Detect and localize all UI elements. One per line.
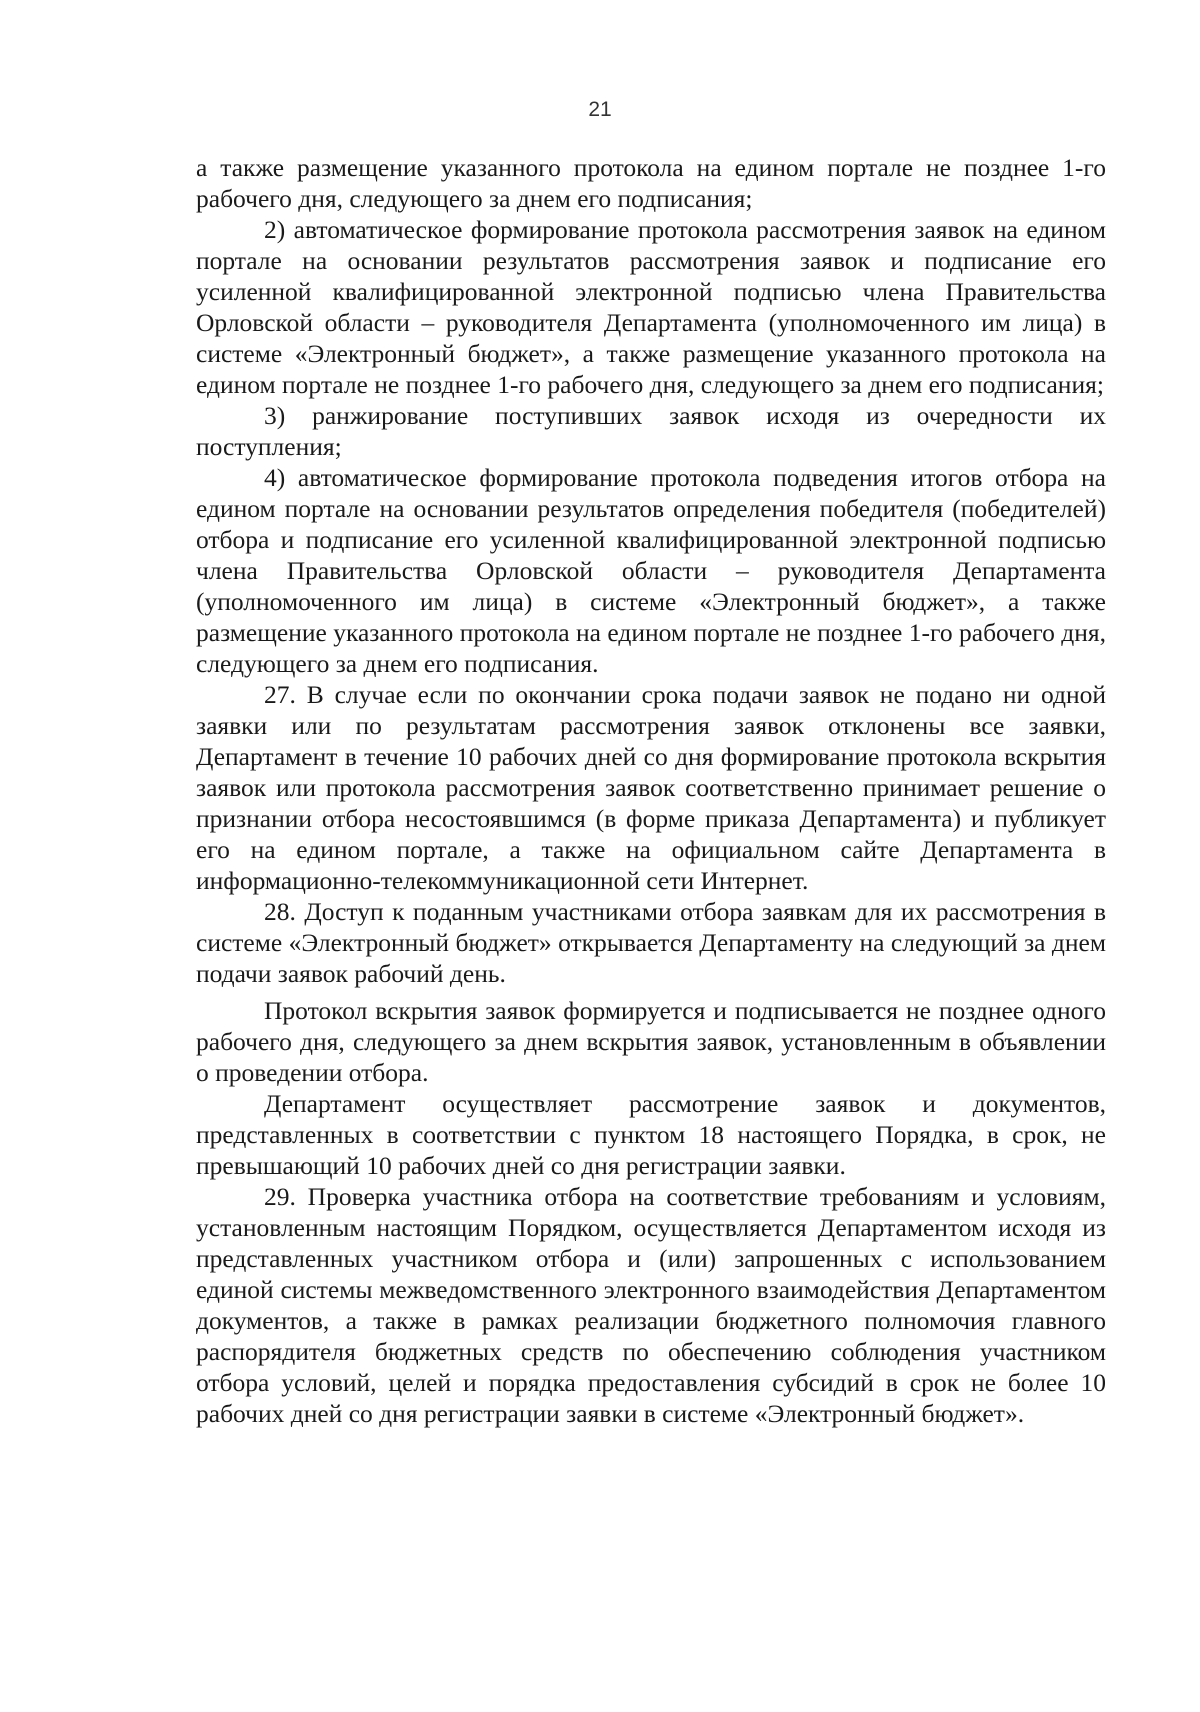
paragraph-opening-protocol: Протокол вскрытия заявок формируется и подписывается не позднее одного рабочего дня, следующего за днем вскрытия заявок, установленным в объявлении о проведении отбора. bbox=[196, 996, 1106, 1087]
paragraph-item-2: 2) автоматическое формирование протокола рассмотрения заявок на едином портале на основании результатов рассмотрения заявок и подписание его усиленной квалифицированной электронной подписью члена Правительства Орловской области – руководителя Департамента (уполномоченного им лица) в системе «Электронный бюджет», а также размещение указанного протокола на едином портале не позднее 1-го рабочего дня, следующего за днем его подписания; bbox=[196, 215, 1106, 399]
paragraph-continuation: а также размещение указанного протокола на едином портале не позднее 1-го рабочего дня, следующего за днем его подписания; bbox=[196, 153, 1106, 213]
paragraph-item-4: 4) автоматическое формирование протокола подведения итогов отбора на едином портале на основании результатов определения победителя (победителей) отбора и подписание его усиленной квалифицированной электронной подписью члена Правительства Орловской области – руководителя Департамента (уполномоченного им лица) в системе «Электронный бюджет», а также размещение указанного протокола на едином портале не позднее 1-го рабочего дня, следующего за днем его подписания. bbox=[196, 463, 1106, 678]
paragraph-department-review: Департамент осуществляет рассмотрение заявок и документов, представленных в соответствии с пунктом 18 настоящего Порядка, в срок, не превышающий 10 рабочих дней со дня регистрации заявки. bbox=[196, 1089, 1106, 1180]
document-body bbox=[196, 152, 1106, 1429]
page-number: 21 bbox=[588, 98, 612, 121]
paragraph-clause-29: 29. Проверка участника отбора на соответствие требованиям и условиям, установленным настоящим Порядком, осуществляется Департаментом исходя из представленных участником отбора и (или) запрошенных с использованием единой системы межведомственного электронного взаимодействия Департаментом документов, а также в рамках реализации бюджетного полномочия главного распорядителя бюджетных средств по обеспечению соблюдения участником отбора условий, целей и порядка предоставления субсидий в срок не более 10 рабочих дней со дня регистрации заявки в системе «Электронный бюджет». bbox=[196, 1182, 1106, 1428]
paragraph-clause-28: 28. Доступ к поданным участниками отбора заявкам для их рассмотрения в системе «Электронный бюджет» открывается Департаменту на следующий за днем подачи заявок рабочий день. bbox=[196, 897, 1106, 988]
paragraph-item-3: 3) ранжирование поступивших заявок исходя из очередности их поступления; bbox=[196, 401, 1106, 461]
paragraph-clause-27: 27. В случае если по окончании срока подачи заявок не подано ни одной заявки или по результатам рассмотрения заявок отклонены все заявки, Департамент в течение 10 рабочих дней со дня формирование протокола вскрытия заявок или протокола рассмотрения заявок соответственно принимает решение о признании отбора несостоявшимся (в форме приказа Департамента) и публикует его на едином портале, а также на официальном сайте Департамента в информационно-телекоммуникационной сети Интернет. bbox=[196, 680, 1106, 895]
